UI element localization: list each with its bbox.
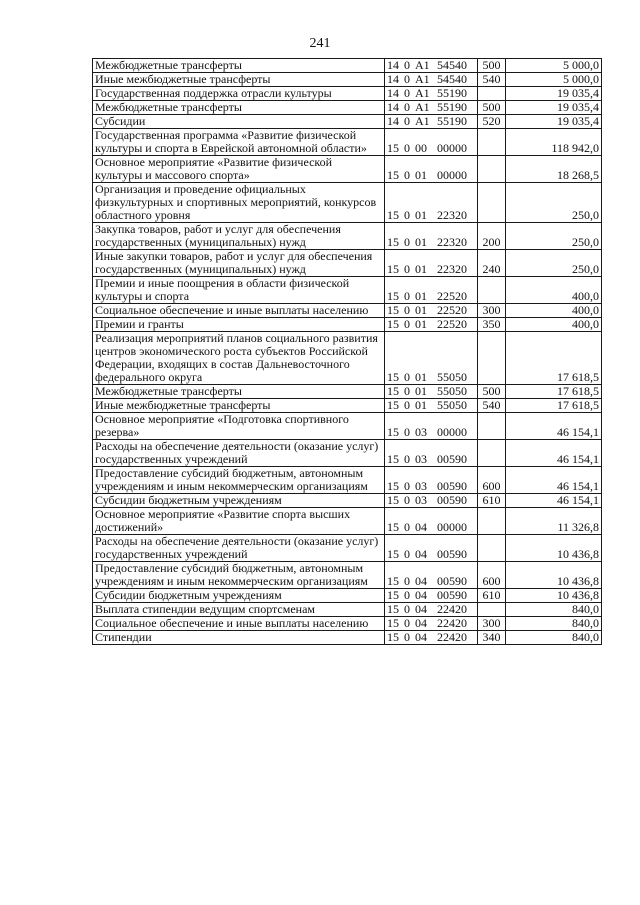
target-code xyxy=(385,318,478,332)
code-subprogram: 0 xyxy=(404,114,410,128)
target-code xyxy=(385,73,478,87)
expense-type-code xyxy=(478,535,506,562)
code-event: 03 xyxy=(415,425,427,439)
target-code xyxy=(385,332,478,385)
expense-type-code xyxy=(478,603,506,617)
expense-name: Реализация мероприятий планов социального развития центров экономического роста субъектов Российской Федерации, входящих в состав Дальневосточного федерального округа xyxy=(93,332,385,385)
code-direction: 55190 xyxy=(437,100,467,114)
table-row xyxy=(93,101,602,115)
code-direction: 00590 xyxy=(437,479,467,493)
code-event: 04 xyxy=(415,574,427,588)
expense-name: Субсидии бюджетным учреждениям xyxy=(93,589,385,603)
expense-name: Расходы на обеспечение деятельности (оказание услуг) государственных учреждений xyxy=(93,440,385,467)
expense-name: Стипендии xyxy=(93,631,385,645)
code-event: А1 xyxy=(415,100,430,114)
expense-type-code: 500 xyxy=(478,385,506,399)
amount: 400,0 xyxy=(506,318,602,332)
code-event: 04 xyxy=(415,602,427,616)
amount: 250,0 xyxy=(506,223,602,250)
expense-name: Премии и иные поощрения в области физической культуры и спорта xyxy=(93,277,385,304)
table-row xyxy=(93,115,602,129)
target-code xyxy=(385,115,478,129)
table-row xyxy=(93,73,602,87)
code-program: 15 xyxy=(387,547,399,561)
expense-type-code: 500 xyxy=(478,59,506,73)
code-event: 01 xyxy=(415,208,427,222)
code-event: А1 xyxy=(415,114,430,128)
table-row xyxy=(93,631,602,645)
code-subprogram: 0 xyxy=(404,317,410,331)
target-code xyxy=(385,617,478,631)
expense-type-code: 610 xyxy=(478,494,506,508)
code-direction: 00590 xyxy=(437,588,467,602)
table-row xyxy=(93,440,602,467)
code-subprogram: 0 xyxy=(404,141,410,155)
amount: 19 035,4 xyxy=(506,115,602,129)
table-row xyxy=(93,508,602,535)
code-program: 15 xyxy=(387,208,399,222)
amount: 17 618,5 xyxy=(506,385,602,399)
target-code xyxy=(385,156,478,183)
expense-name: Иные межбюджетные трансферты xyxy=(93,73,385,87)
code-event: А1 xyxy=(415,58,430,72)
code-event: 01 xyxy=(415,370,427,384)
code-subprogram: 0 xyxy=(404,86,410,100)
expense-name: Субсидии xyxy=(93,115,385,129)
expense-type-code: 350 xyxy=(478,318,506,332)
expense-name: Социальное обеспечение и иные выплаты населению xyxy=(93,304,385,318)
code-subprogram: 0 xyxy=(404,262,410,276)
code-program: 15 xyxy=(387,317,399,331)
code-event: 01 xyxy=(415,168,427,182)
amount: 10 436,8 xyxy=(506,535,602,562)
code-event: 03 xyxy=(415,479,427,493)
table-row xyxy=(93,617,602,631)
code-subprogram: 0 xyxy=(404,574,410,588)
code-subprogram: 0 xyxy=(404,630,410,644)
target-code xyxy=(385,631,478,645)
target-code xyxy=(385,223,478,250)
amount: 250,0 xyxy=(506,250,602,277)
expense-name: Государственная поддержка отрасли культуры xyxy=(93,87,385,101)
expense-name: Выплата стипендии ведущим спортсменам xyxy=(93,603,385,617)
amount: 17 618,5 xyxy=(506,399,602,413)
expense-name: Основное мероприятие «Подготовка спортивного резерва» xyxy=(93,413,385,440)
table-row xyxy=(93,385,602,399)
code-event: 01 xyxy=(415,262,427,276)
expense-type-code: 300 xyxy=(478,617,506,631)
expense-type-code: 540 xyxy=(478,399,506,413)
code-subprogram: 0 xyxy=(404,100,410,114)
code-subprogram: 0 xyxy=(404,479,410,493)
expense-name: Межбюджетные трансферты xyxy=(93,385,385,399)
table-row xyxy=(93,304,602,318)
code-subprogram: 0 xyxy=(404,72,410,86)
expense-name: Премии и гранты xyxy=(93,318,385,332)
code-subprogram: 0 xyxy=(404,493,410,507)
code-event: 04 xyxy=(415,630,427,644)
code-program: 15 xyxy=(387,493,399,507)
expense-name: Расходы на обеспечение деятельности (оказание услуг) государственных учреждений xyxy=(93,535,385,562)
amount: 19 035,4 xyxy=(506,87,602,101)
code-program: 15 xyxy=(387,588,399,602)
expense-type-code xyxy=(478,277,506,304)
code-event: А1 xyxy=(415,86,430,100)
expense-type-code: 520 xyxy=(478,115,506,129)
expense-type-code: 340 xyxy=(478,631,506,645)
code-event: 01 xyxy=(415,317,427,331)
page-number: 241 xyxy=(309,36,331,51)
code-program: 14 xyxy=(387,86,399,100)
code-event: А1 xyxy=(415,72,430,86)
code-event: 01 xyxy=(415,303,427,317)
code-program: 15 xyxy=(387,141,399,155)
code-program: 15 xyxy=(387,168,399,182)
amount: 840,0 xyxy=(506,603,602,617)
table-row xyxy=(93,223,602,250)
code-program: 15 xyxy=(387,452,399,466)
code-direction: 00000 xyxy=(437,520,467,534)
code-direction: 22320 xyxy=(437,262,467,276)
target-code xyxy=(385,101,478,115)
target-code xyxy=(385,467,478,494)
code-direction: 55050 xyxy=(437,384,467,398)
target-code xyxy=(385,508,478,535)
code-event: 04 xyxy=(415,520,427,534)
amount: 5 000,0 xyxy=(506,73,602,87)
amount: 46 154,1 xyxy=(506,494,602,508)
code-program: 15 xyxy=(387,303,399,317)
expense-name: Предоставление субсидий бюджетным, автономным учреждениям и иным некоммерческим организациям xyxy=(93,562,385,589)
code-event: 04 xyxy=(415,547,427,561)
code-subprogram: 0 xyxy=(404,58,410,72)
code-direction: 55190 xyxy=(437,114,467,128)
code-program: 15 xyxy=(387,262,399,276)
code-program: 15 xyxy=(387,370,399,384)
table-row xyxy=(93,277,602,304)
amount: 46 154,1 xyxy=(506,467,602,494)
code-program: 14 xyxy=(387,72,399,86)
expense-name: Социальное обеспечение и иные выплаты населению xyxy=(93,617,385,631)
target-code xyxy=(385,413,478,440)
expense-name: Иные закупки товаров, работ и услуг для обеспечения государственных (муниципальных) нужд xyxy=(93,250,385,277)
code-program: 15 xyxy=(387,602,399,616)
expense-type-code xyxy=(478,183,506,223)
code-direction: 54540 xyxy=(437,58,467,72)
code-program: 15 xyxy=(387,520,399,534)
expense-name: Иные межбюджетные трансферты xyxy=(93,399,385,413)
code-direction: 00590 xyxy=(437,547,467,561)
code-direction: 55190 xyxy=(437,86,467,100)
code-program: 15 xyxy=(387,235,399,249)
code-subprogram: 0 xyxy=(404,168,410,182)
expense-name: Основное мероприятие «Развитие физической культуры и массового спорта» xyxy=(93,156,385,183)
table-row xyxy=(93,589,602,603)
code-direction: 00000 xyxy=(437,141,467,155)
code-event: 04 xyxy=(415,616,427,630)
target-code xyxy=(385,399,478,413)
code-event: 04 xyxy=(415,588,427,602)
code-direction: 00000 xyxy=(437,168,467,182)
code-event: 01 xyxy=(415,398,427,412)
budget-table xyxy=(92,58,602,645)
code-direction: 54540 xyxy=(437,72,467,86)
code-program: 15 xyxy=(387,425,399,439)
expense-type-code: 600 xyxy=(478,562,506,589)
expense-type-code: 200 xyxy=(478,223,506,250)
amount: 46 154,1 xyxy=(506,413,602,440)
expense-name: Основное мероприятие «Развитие спорта высших достижений» xyxy=(93,508,385,535)
expense-type-code xyxy=(478,440,506,467)
code-direction: 22420 xyxy=(437,602,467,616)
code-subprogram: 0 xyxy=(404,547,410,561)
code-subprogram: 0 xyxy=(404,602,410,616)
table-row xyxy=(93,494,602,508)
code-direction: 22520 xyxy=(437,289,467,303)
table-row xyxy=(93,535,602,562)
code-program: 15 xyxy=(387,479,399,493)
amount: 400,0 xyxy=(506,304,602,318)
expense-type-code: 600 xyxy=(478,467,506,494)
code-subprogram: 0 xyxy=(404,370,410,384)
code-direction: 22520 xyxy=(437,317,467,331)
code-subprogram: 0 xyxy=(404,384,410,398)
target-code xyxy=(385,562,478,589)
table-row xyxy=(93,467,602,494)
code-program: 15 xyxy=(387,289,399,303)
code-direction: 00590 xyxy=(437,452,467,466)
code-subprogram: 0 xyxy=(404,452,410,466)
target-code xyxy=(385,59,478,73)
amount: 18 268,5 xyxy=(506,156,602,183)
target-code xyxy=(385,603,478,617)
target-code xyxy=(385,440,478,467)
expense-name: Межбюджетные трансферты xyxy=(93,59,385,73)
expense-name: Организация и проведение официальных физкультурных и спортивных мероприятий, конкурсов областного уровня xyxy=(93,183,385,223)
expense-type-code xyxy=(478,129,506,156)
code-direction: 22320 xyxy=(437,235,467,249)
code-subprogram: 0 xyxy=(404,303,410,317)
target-code xyxy=(385,494,478,508)
table-row xyxy=(93,87,602,101)
expense-name: Государственная программа «Развитие физической культуры и спорта в Еврейской автономной области» xyxy=(93,129,385,156)
amount: 11 326,8 xyxy=(506,508,602,535)
expense-type-code xyxy=(478,87,506,101)
code-program: 14 xyxy=(387,100,399,114)
code-subprogram: 0 xyxy=(404,425,410,439)
target-code xyxy=(385,129,478,156)
target-code xyxy=(385,183,478,223)
code-direction: 22420 xyxy=(437,630,467,644)
code-event: 03 xyxy=(415,452,427,466)
code-direction: 00000 xyxy=(437,425,467,439)
target-code xyxy=(385,250,478,277)
table-row xyxy=(93,562,602,589)
code-program: 15 xyxy=(387,384,399,398)
amount: 118 942,0 xyxy=(506,129,602,156)
code-event: 01 xyxy=(415,384,427,398)
table-row xyxy=(93,59,602,73)
code-direction: 22520 xyxy=(437,303,467,317)
code-subprogram: 0 xyxy=(404,588,410,602)
expense-type-code xyxy=(478,332,506,385)
expense-type-code xyxy=(478,156,506,183)
code-direction: 22420 xyxy=(437,616,467,630)
amount: 250,0 xyxy=(506,183,602,223)
table-row xyxy=(93,129,602,156)
expense-name: Предоставление субсидий бюджетным, автономным учреждениям и иным некоммерческим организациям xyxy=(93,467,385,494)
code-event: 03 xyxy=(415,493,427,507)
expense-name: Межбюджетные трансферты xyxy=(93,101,385,115)
code-subprogram: 0 xyxy=(404,398,410,412)
table-row xyxy=(93,413,602,440)
code-subprogram: 0 xyxy=(404,520,410,534)
table-row xyxy=(93,183,602,223)
amount: 400,0 xyxy=(506,277,602,304)
target-code xyxy=(385,304,478,318)
code-program: 15 xyxy=(387,574,399,588)
code-direction: 55050 xyxy=(437,370,467,384)
table-row xyxy=(93,603,602,617)
code-subprogram: 0 xyxy=(404,208,410,222)
table-row xyxy=(93,156,602,183)
table-row xyxy=(93,318,602,332)
expense-name: Субсидии бюджетным учреждениям xyxy=(93,494,385,508)
code-subprogram: 0 xyxy=(404,616,410,630)
target-code xyxy=(385,535,478,562)
code-program: 15 xyxy=(387,398,399,412)
code-subprogram: 0 xyxy=(404,235,410,249)
code-direction: 22320 xyxy=(437,208,467,222)
amount: 46 154,1 xyxy=(506,440,602,467)
expense-type-code: 610 xyxy=(478,589,506,603)
expense-type-code xyxy=(478,413,506,440)
target-code xyxy=(385,277,478,304)
code-program: 14 xyxy=(387,114,399,128)
amount: 10 436,8 xyxy=(506,589,602,603)
code-direction: 00590 xyxy=(437,493,467,507)
expense-name: Закупка товаров, работ и услуг для обеспечения государственных (муниципальных) нужд xyxy=(93,223,385,250)
code-program: 15 xyxy=(387,616,399,630)
target-code xyxy=(385,589,478,603)
amount: 5 000,0 xyxy=(506,59,602,73)
budget-table-body xyxy=(93,59,602,645)
code-direction: 55050 xyxy=(437,398,467,412)
amount: 840,0 xyxy=(506,631,602,645)
amount: 840,0 xyxy=(506,617,602,631)
amount: 10 436,8 xyxy=(506,562,602,589)
table-row xyxy=(93,332,602,385)
code-subprogram: 0 xyxy=(404,289,410,303)
target-code xyxy=(385,385,478,399)
expense-type-code: 540 xyxy=(478,73,506,87)
target-code xyxy=(385,87,478,101)
code-event: 01 xyxy=(415,289,427,303)
amount: 17 618,5 xyxy=(506,332,602,385)
code-event: 01 xyxy=(415,235,427,249)
code-direction: 00590 xyxy=(437,574,467,588)
amount: 19 035,4 xyxy=(506,101,602,115)
table-row xyxy=(93,250,602,277)
table-row xyxy=(93,399,602,413)
code-program: 14 xyxy=(387,58,399,72)
expense-type-code: 500 xyxy=(478,101,506,115)
expense-type-code: 300 xyxy=(478,304,506,318)
code-program: 15 xyxy=(387,630,399,644)
expense-type-code: 240 xyxy=(478,250,506,277)
code-event: 00 xyxy=(415,141,427,155)
expense-type-code xyxy=(478,508,506,535)
